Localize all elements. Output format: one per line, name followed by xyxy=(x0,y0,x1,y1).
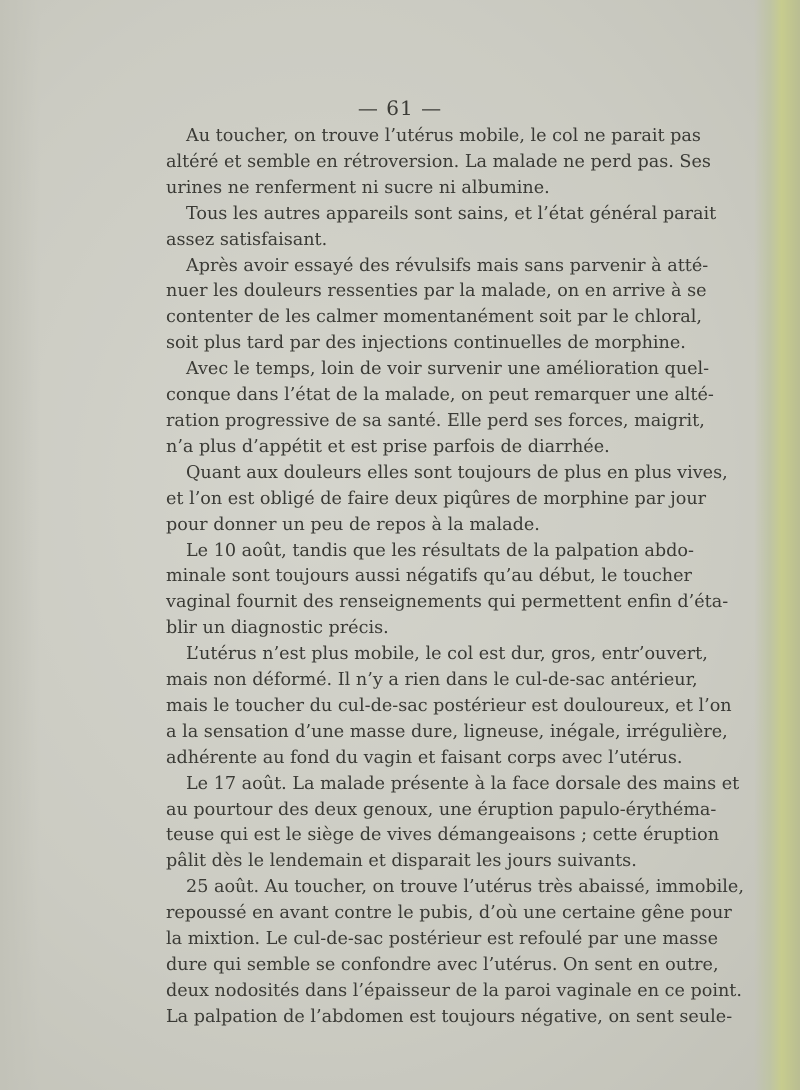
page-right-edge xyxy=(754,0,800,1090)
text-line: Après avoir essayé des révulsifs mais sans parvenir à atté- xyxy=(186,255,709,276)
text-line: Tous les autres appareils sont sains, et l’état général parait xyxy=(186,203,717,224)
text-line: nuer les douleurs ressenties par la malade, on en arrive à se xyxy=(166,281,707,302)
text-line: blir un diagnostic précis. xyxy=(166,618,389,639)
page-left-shadow xyxy=(0,0,40,1090)
text-line: Avec le temps, loin de voir survenir une amélioration quel- xyxy=(186,359,710,380)
text-line: altéré et semble en rétroversion. La malade ne perd pas. Ses xyxy=(166,151,711,172)
text-line: la mixtion. Le cul-de-sac postérieur est refoulé par une masse xyxy=(166,929,718,950)
text-line: vaginal fournit des renseignements qui permettent enfin d’éta- xyxy=(166,592,729,613)
text-line: Le 10 août, tandis que les résultats de la palpation abdo- xyxy=(186,540,694,561)
text-line: teuse qui est le siège de vives démangeaisons ; cette éruption xyxy=(166,825,720,846)
text-line: dure qui semble se confondre avec l’utérus. On sent en outre, xyxy=(166,955,719,975)
text-line: minale sont toujours aussi négatifs qu’au début, le toucher xyxy=(166,566,692,587)
text-line: repoussé en avant contre le pubis, d’où une certaine gêne pour xyxy=(166,903,732,924)
text-line: assez satisfaisant. xyxy=(166,229,328,250)
text-line: soit plus tard par des injections continuelles de morphine. xyxy=(166,333,686,354)
text-line: mais le toucher du cul-de-sac postérieur est douloureux, et l’on xyxy=(166,695,732,716)
text-line: La palpation de l’abdomen est toujours négative, on sent seule- xyxy=(166,1006,733,1027)
text-line: pour donner un peu de repos à la malade. xyxy=(166,514,540,535)
text-line: Le 17 août. La malade présente à la face dorsale des mains et xyxy=(186,773,740,794)
text-line: au pourtour des deux genoux, une éruption papulo-érythéma- xyxy=(166,799,717,820)
page-number: — 61 — xyxy=(357,96,443,120)
text-line: Quant aux douleurs elles sont toujours de plus en plus vives, xyxy=(186,462,728,483)
text-line: pâlit dès le lendemain et disparait les jours suivants. xyxy=(166,851,637,872)
text-line: et l’on est obligé de faire deux piqûres de morphine par jour xyxy=(166,488,707,509)
text-line: conque dans l’état de la malade, on peut remarquer une alté- xyxy=(166,385,714,406)
text-line: ration progressive de sa santé. Elle perd ses forces, maigrit, xyxy=(166,410,705,431)
text-line: Au toucher, on trouve l’utérus mobile, le col ne parait pas xyxy=(186,126,701,146)
body-text xyxy=(166,124,744,1031)
text-line: contenter de les calmer momentanément soit par le chloral, xyxy=(166,307,702,328)
text-line: n’a plus d’appétit et est prise parfois de diarrhée. xyxy=(166,436,610,457)
text-line: 25 août. Au toucher, on trouve l’utérus très abaissé, immobile, xyxy=(186,877,744,898)
text-line: adhérente au fond du vagin et faisant corps avec l’utérus. xyxy=(166,747,683,768)
text-line: urines ne renferment ni sucre ni albumine. xyxy=(166,177,550,198)
text-line: a la sensation d’une masse dure, ligneuse, inégale, irrégulière, xyxy=(166,721,728,742)
text-line: mais non déformé. Il n’y a rien dans le cul-de-sac antérieur, xyxy=(166,670,698,691)
text-line: deux nodosités dans l’épaisseur de la paroi vaginale en ce point. xyxy=(166,980,742,1001)
text-line: L’utérus n’est plus mobile, le col est dur, gros, entr’ouvert, xyxy=(186,644,708,665)
